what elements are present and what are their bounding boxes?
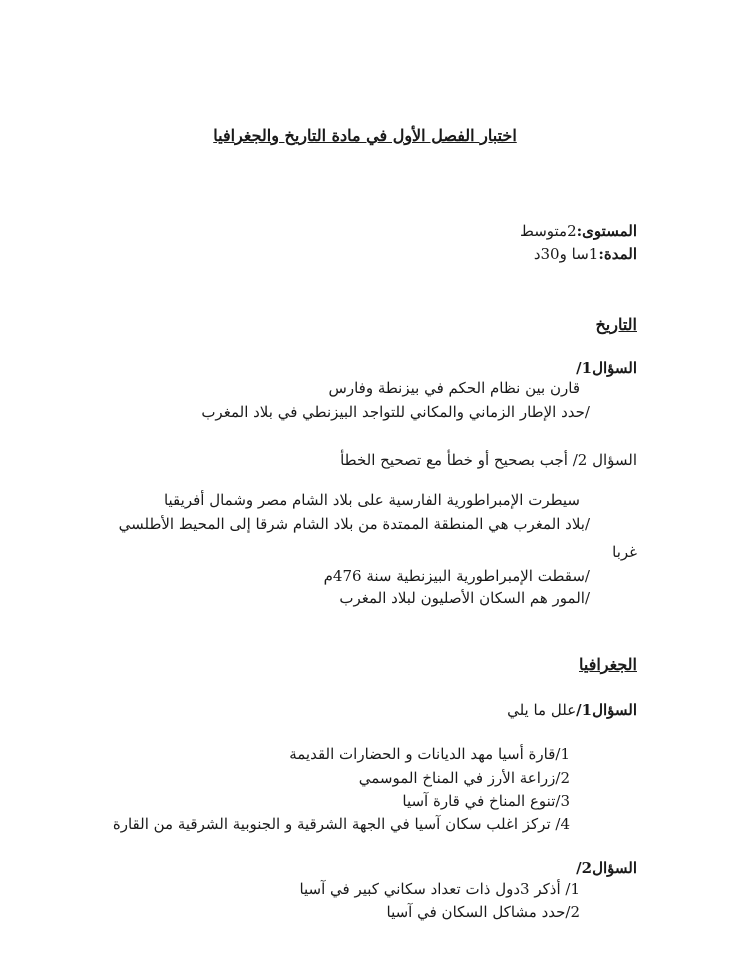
- level-line: [520, 221, 637, 241]
- geography-q1-item-3: 3/تنوع المناخ في قارة آسيا: [402, 792, 570, 810]
- duration-line: [534, 244, 637, 264]
- history-q1-label: السؤال1/: [576, 359, 637, 377]
- history-q1-item-2: /حدد الإطار الزماني والمكاني للتواجد البيزنطي في بلاد المغرب: [201, 403, 590, 421]
- geography-q1-label: السؤال1/: [576, 701, 637, 719]
- geography-q2-item-1: 1/ أذكر 3دول ذات تعداد سكاني كبير في آسيا: [299, 880, 580, 898]
- level-label: المستوى:: [576, 222, 637, 240]
- level-value: 2متوسط: [519, 222, 577, 240]
- geography-heading: الجغرافيا: [579, 655, 637, 674]
- geography-q2-label: السؤال2/: [576, 859, 637, 877]
- geography-q1-item-4: 4/ تركز اغلب سكان آسيا في الجهة الشرقية و الجنوبية الشرقية من القارة: [112, 815, 570, 833]
- geography-q1-instruction: علل ما يلي: [507, 701, 577, 719]
- duration-value: 1سا و30د: [533, 245, 599, 263]
- history-q2-item-1: سيطرت الإمبراطورية الفارسية على بلاد الشام مصر وشمال أفريقيا: [163, 491, 580, 509]
- history-q1-item-1: قارن بين نظام الحكم في بيزنطة وفارس: [328, 379, 580, 397]
- history-q2-line: [340, 450, 637, 470]
- duration-label: المدة:: [598, 245, 637, 263]
- history-heading: التاريخ: [595, 315, 637, 334]
- history-q2-item-2-continued: غربا: [612, 543, 637, 561]
- history-q2-label: السؤال 2/: [572, 451, 637, 469]
- history-q2-item-4: /المور هم السكان الأصليون لبلاد المغرب: [339, 589, 590, 607]
- geography-q1-item-2: 2/زراعة الأرز في المناخ الموسمي: [358, 769, 570, 787]
- exam-title: اختبار الفصل الأول في مادة التاريخ والجغرافيا: [213, 126, 517, 145]
- geography-q2-item-2: 2/حدد مشاكل السكان في آسيا: [386, 903, 580, 921]
- history-q2-instruction: أجب بصحيح أو خطأ مع تصحيح الخطأ: [340, 451, 568, 469]
- geography-q1-item-1: 1/قارة أسيا مهد الديانات و الحضارات القديمة: [289, 745, 570, 763]
- history-q2-item-3: /سقطت الإمبراطورية البيزنطية سنة 476م: [323, 567, 590, 585]
- geography-q1-line: [507, 700, 637, 720]
- history-q2-item-2: /بلاد المغرب هي المنطقة الممتدة من بلاد الشام شرقا إلى المحيط الأطلسي: [118, 515, 590, 533]
